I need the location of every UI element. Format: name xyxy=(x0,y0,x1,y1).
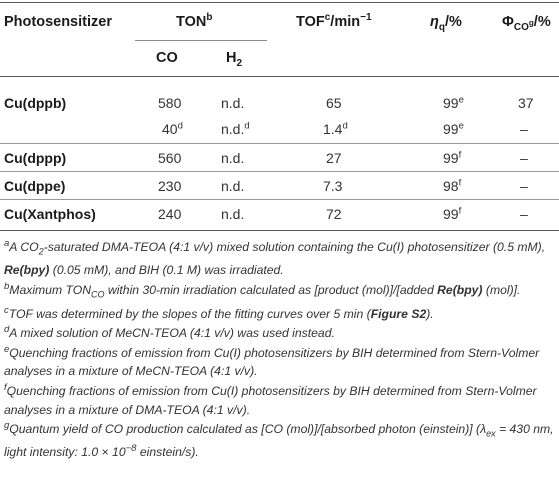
header-photosensitizer: Photosensitizer xyxy=(4,14,112,30)
row-5-ton-co: 240 xyxy=(158,206,182,222)
header-phi: $\Phi_{CO^g}/\%$ xyxy=(502,14,551,33)
row-1-eta: 99e xyxy=(443,94,464,111)
row-2-tof: 1.4$^d$ xyxy=(323,120,348,137)
row-divider-1 xyxy=(0,143,559,144)
row-1-photosensitizer: Cu(dppb) xyxy=(4,95,67,111)
table-footnotes xyxy=(4,238,556,463)
row-5-ton-h2: n.d. xyxy=(221,206,245,222)
row-2-eta: 99e xyxy=(443,120,464,137)
row-1-ton-h2: n.d. xyxy=(221,95,245,111)
footnote-g: $^g$Quantum yield of CO production calculated as [CO (mol)]/[absorbed photon (einstein)] ($\lambda_{ex} = 430$ nm, light intensity: $1.0 \times 10^{-8}$ einstein/s). xyxy=(4,420,554,460)
row-3-phi: – xyxy=(520,150,528,166)
row-4-eta: 98$^f$ xyxy=(443,177,462,194)
row-1-phi: 37 xyxy=(518,95,534,111)
header-ton: TON$^b$ xyxy=(176,12,213,30)
header-bottom-rule xyxy=(0,76,559,77)
row-5-eta: 99$^f$ xyxy=(443,205,462,222)
row-3-ton-h2: n.d. xyxy=(221,150,245,166)
header-h2: $H_2$ xyxy=(226,50,243,69)
row-4-phi: – xyxy=(520,178,528,194)
footnote-b: $^b$Maximum $TON_{CO}$ within 30-min irradiation calculated as [product (mol)]/[added Re(bpy) (mol)]. xyxy=(4,280,521,300)
row-4-photosensitizer: Cu(dppe) xyxy=(4,178,66,194)
row-5-photosensitizer: Cu(Xantphos) xyxy=(4,206,96,222)
row-divider-2 xyxy=(0,171,559,172)
row-divider-3 xyxy=(0,199,559,200)
row-5-phi: – xyxy=(520,206,528,222)
row-1-ton-co: 580 xyxy=(158,95,182,111)
row-1-tof: 65 xyxy=(326,95,342,111)
row-3-ton-co: 560 xyxy=(158,150,182,166)
ton-subheader-rule xyxy=(135,40,267,41)
table-top-rule xyxy=(0,2,559,3)
row-3-photosensitizer: Cu(dppp) xyxy=(4,150,67,166)
header-eta: $\eta_q/\%$ xyxy=(430,14,462,33)
row-4-tof: 7.3 xyxy=(323,178,343,194)
row-4-ton-h2: n.d. xyxy=(221,178,245,194)
header-tof: $TOF^c/\min^{-1}$ xyxy=(296,12,372,30)
footnote-f: $^f$Quenching fractions of emission from Cu(I) photosensitizers by BIH determined from Stern-Volmer analyses in a mixture of DMA-TEOA (4:1 v/v). xyxy=(4,381,537,417)
row-2-phi: – xyxy=(520,121,528,137)
footnote-a: $^a$A $CO_2$-saturated DMA-TEOA (4:1 v/v) mixed solution containing the Cu(I) photosensitizer (0.5 mM), Re(bpy) (0.05 mM), and BIH (0.1 M) was irradiated. xyxy=(4,237,546,278)
footnote-d: $^d$A mixed solution of MeCN-TEOA (4:1 v/v) was used instead. xyxy=(4,324,335,341)
footnote-e: $^e$Quenching fractions of emission from Cu(I) photosensitizers by BIH determined from Stern-Volmer analyses in a mixture of MeCN-TEOA (4:1 v/v). xyxy=(4,343,540,379)
row-2-ton-co: 40$^d$ xyxy=(162,120,183,137)
row-3-tof: 27 xyxy=(326,150,342,166)
footnote-c: $^c$TOF was determined by the slopes of the fitting curves over 5 min (Figure S2). xyxy=(4,304,434,321)
row-4-ton-co: 230 xyxy=(158,178,182,194)
header-co: CO xyxy=(156,50,178,66)
row-3-eta: 99$^f$ xyxy=(443,149,462,166)
row-2-ton-h2: n.d.$^d$ xyxy=(221,120,250,137)
row-5-tof: 72 xyxy=(326,206,342,222)
table-bottom-rule xyxy=(0,230,559,231)
